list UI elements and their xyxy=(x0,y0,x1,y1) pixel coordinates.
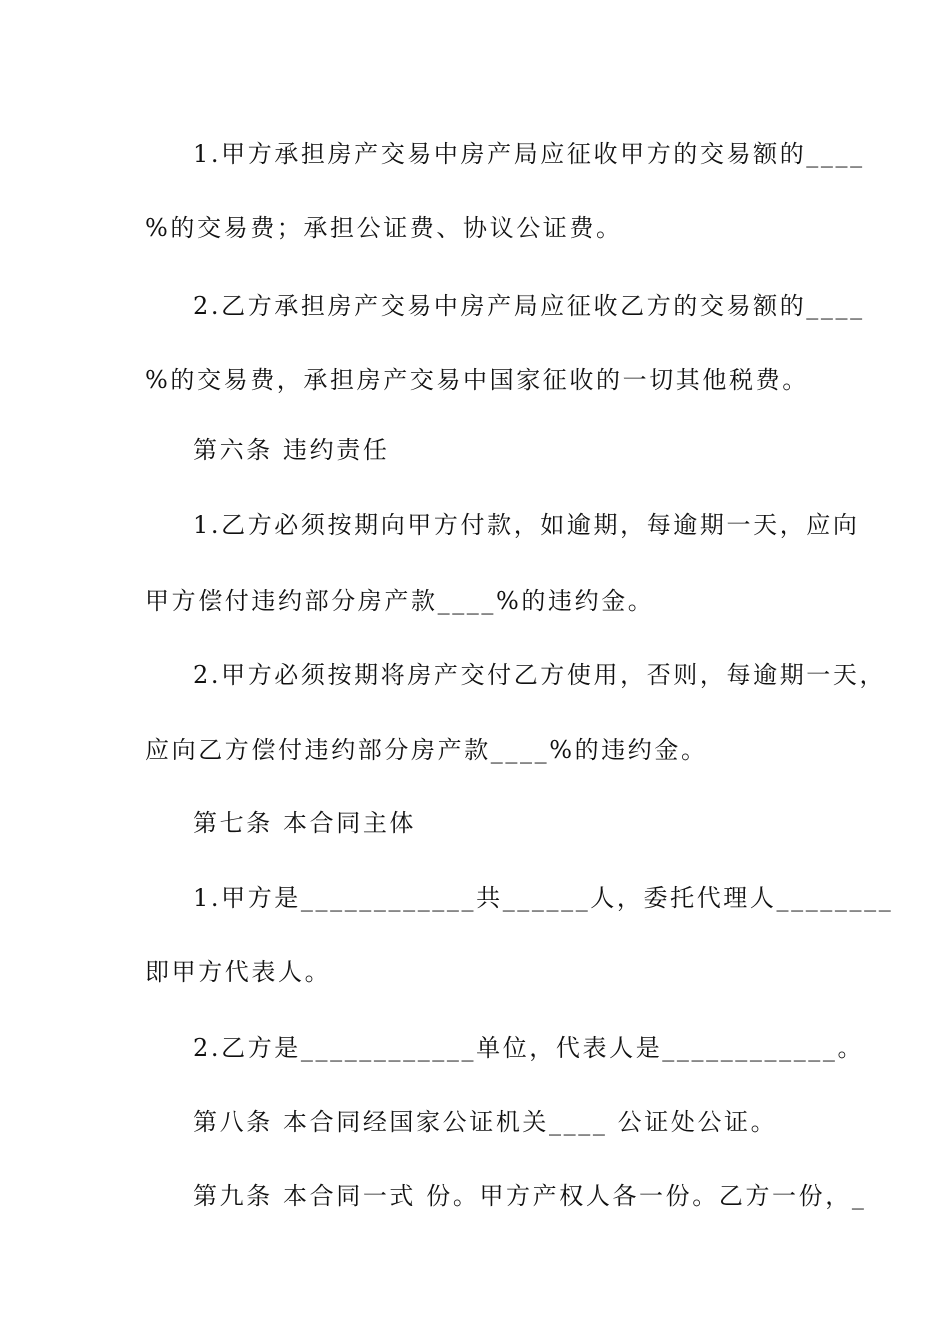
article-6-item-2-line-2: 应向乙方偿付违约部分房产款____%的违约金。 xyxy=(145,736,708,764)
article-7-heading: 第七条 本合同主体 xyxy=(193,809,417,837)
article-7-item-1-line-2: 即甲方代表人。 xyxy=(145,958,332,986)
article-6-item-2-line-1: 2.甲方必须按期将房产交付乙方使用，否则，每逾期一天， xyxy=(193,661,887,689)
article-6-heading: 第六条 违约责任 xyxy=(193,436,390,464)
article-7-item-1-line-1: 1.甲方是____________共______人，委托代理人________ xyxy=(193,884,894,912)
clause-5-item-2-line-2: %的交易费，承担房产交易中国家征收的一切其他税费。 xyxy=(145,366,809,394)
clause-5-item-1-line-1: 1.甲方承担房产交易中房产局应征收甲方的交易额的____ xyxy=(193,140,865,168)
clause-5-item-2-line-1: 2.乙方承担房产交易中房产局应征收乙方的交易额的____ xyxy=(193,292,865,320)
article-8: 第八条 本合同经国家公证机关____ 公证处公证。 xyxy=(193,1108,778,1136)
article-6-item-1-line-1: 1.乙方必须按期向甲方付款，如逾期，每逾期一天，应向 xyxy=(193,511,860,539)
article-9-line-1: 第九条 本合同一式 份。甲方产权人各一份。乙方一份，_ xyxy=(193,1182,867,1210)
clause-5-item-1-line-2: %的交易费；承担公证费、协议公证费。 xyxy=(145,214,623,242)
article-6-item-1-line-2: 甲方偿付违约部分房产款____%的违约金。 xyxy=(145,587,655,615)
article-7-item-2: 2.乙方是____________单位，代表人是____________。 xyxy=(193,1034,865,1062)
